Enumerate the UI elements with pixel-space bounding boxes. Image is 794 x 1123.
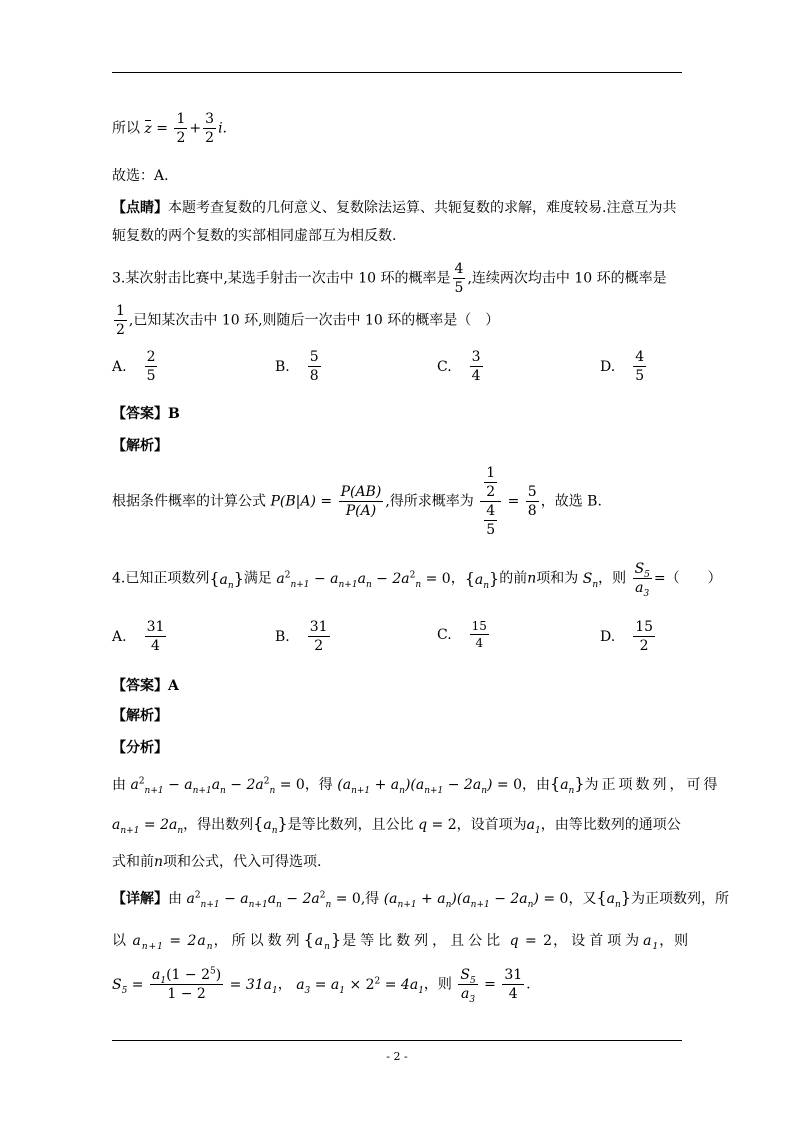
fraction: $\frac{15}{4}$ xyxy=(471,619,487,650)
q4-fenxi-line-2: $a_{n+1} = 2a_n$，得出数列$\{a_n\}$是等比数列，且公比 q = 2，设首项为$a_1$，由等比数列的通项公 xyxy=(112,814,681,836)
dianjing-line-1: 【点睛】本题考查复数的几何意义、复数除法运算、共轭复数的求解，难度较易.注意互为共 xyxy=(112,200,677,216)
q4-option-d: D. $\frac{15}{2}$ xyxy=(600,619,654,654)
fraction: $\frac{2}{5}$ xyxy=(146,349,156,384)
fraction: $\frac{31}{4}$ xyxy=(504,967,523,1002)
z-bar: z xyxy=(144,120,152,137)
q3-option-a: A. $\frac{2}{5}$ xyxy=(112,349,156,384)
fraction: $\frac{31}{4}$ xyxy=(146,619,165,654)
dianjing-line-2: 轭复数的两个复数的实部相同虚部互为相反数. xyxy=(112,228,397,244)
fraction: $\frac{S_5}{a_3}$ xyxy=(634,561,650,599)
q3-option-c: C. $\frac{3}{4}$ xyxy=(437,349,481,384)
fraction: $\frac{a_1(1 - 2^5)}{1 - 2}$ xyxy=(151,966,222,1002)
q3-analysis-tag: 【解析】 xyxy=(112,438,168,454)
fraction: $\frac{1}{2}$ xyxy=(176,111,186,146)
q3-analysis-formula: 根据条件概率的计算公式 P(B|A) = $\frac{P(AB)}{P(A)}$ ,得所求概率为 $\frac{\frac{1}{2}}{\frac{4}{5}}$ = $\frac{5}{8}$ ，故选 B. xyxy=(112,465,602,538)
fraction: $\frac{1}{2}$ xyxy=(116,303,125,338)
q4-option-c: C. $\frac{15}{4}$ xyxy=(437,619,487,650)
q4-fenxi-tag: 【分析】 xyxy=(112,740,168,756)
fraction: $\frac{31}{2}$ xyxy=(309,619,328,654)
q4-fenxi-line-3: 式和前n项和公式，代入可得选项. xyxy=(112,854,322,870)
fraction: $\frac{15}{2}$ xyxy=(635,619,654,654)
conjugate-result-line: 所以 z = $\frac{1}{2}$ + $\frac{3}{2}$ i. xyxy=(112,111,227,146)
fraction: $\frac{P(AB)}{P(A)}$ xyxy=(340,484,382,519)
fraction: $\frac{S_5}{a_3}$ xyxy=(460,967,476,1005)
q3-stem-line-1: 3.某次射击比赛中,某选手射击一次击中 10 环的概率是 $\frac{4}{5}$ ,连续两次均击中 10 环的概率是 xyxy=(112,261,667,296)
q4-stem: 4.已知正项数列$\{a_n\}$满足 $a^2_{n+1} - a_{n+1}a_n - 2a^2_n = 0$，$\{a_n\}$的前n项和为 $S_n$，则 $\frac{S_5}{a_3}$ =（ ） xyxy=(112,561,722,599)
fraction: $\frac{5}{8}$ xyxy=(527,484,537,519)
footer-rule xyxy=(112,1040,682,1041)
compound-fraction: $\frac{\frac{1}{2}}{\frac{4}{5}}$ xyxy=(480,466,501,537)
q4-option-a: A. $\frac{31}{4}$ xyxy=(112,619,165,654)
fraction: $\frac{4}{5}$ xyxy=(635,349,645,384)
q4-xiangjie-line-1: 【详解】由 $a^2_{n+1} - a_{n+1}a_n - 2a^2_n = 0$,得 $(a_{n+1} + a_n)(a_{n+1} - 2a_n) = 0$，又$\{a_n\}$为正项数列，所 xyxy=(112,888,729,910)
q3-stem-line-2: $\frac{1}{2}$ ,已知某次击中 10 环,则随后一次击中 10 环的概率是（ ） xyxy=(116,303,500,338)
fraction: $\frac{3}{2}$ xyxy=(205,111,215,146)
header-rule xyxy=(112,72,682,73)
q4-answer: 【答案】A xyxy=(112,678,179,694)
choice-a-text: 故选：A. xyxy=(112,168,169,184)
q4-analysis-tag: 【解析】 xyxy=(112,708,168,724)
fraction: $\frac{3}{4}$ xyxy=(471,349,481,384)
q4-fenxi-line-1: 由 $a^2_{n+1} - a_{n+1}a_n - 2a^2_n = 0$，得 $(a_{n+1} + a_n)(a_{n+1} - 2a_n) = 0$，由$\{a_n\}$为正项数列，可得 xyxy=(112,774,721,796)
q4-option-b: B. $\frac{31}{2}$ xyxy=(275,619,328,654)
fraction: $\frac{4}{5}$ xyxy=(454,261,464,296)
q4-xiangjie-line-3: $S_5$ = $\frac{a_1(1 - 2^5)}{1 - 2}$ = $31a_1$， $a_3 = a_1 \times 2^2 = 4a_1$，则 $\frac{S_5}{a_3}$ = $\frac{31}{4}$ . xyxy=(112,966,531,1005)
q4-xiangjie-line-2: 以 $a_{n+1} = 2a_n$，所以数列$\{a_n\}$是等比数列，且公比 q = 2，设首项为$a_1$，则 xyxy=(112,930,690,952)
page-number: - 2 - xyxy=(386,1050,408,1063)
fraction: $\frac{5}{8}$ xyxy=(309,349,319,384)
q3-answer: 【答案】B xyxy=(112,406,180,422)
q3-option-b: B. $\frac{5}{8}$ xyxy=(275,349,319,384)
q3-option-d: D. $\frac{4}{5}$ xyxy=(600,349,645,384)
